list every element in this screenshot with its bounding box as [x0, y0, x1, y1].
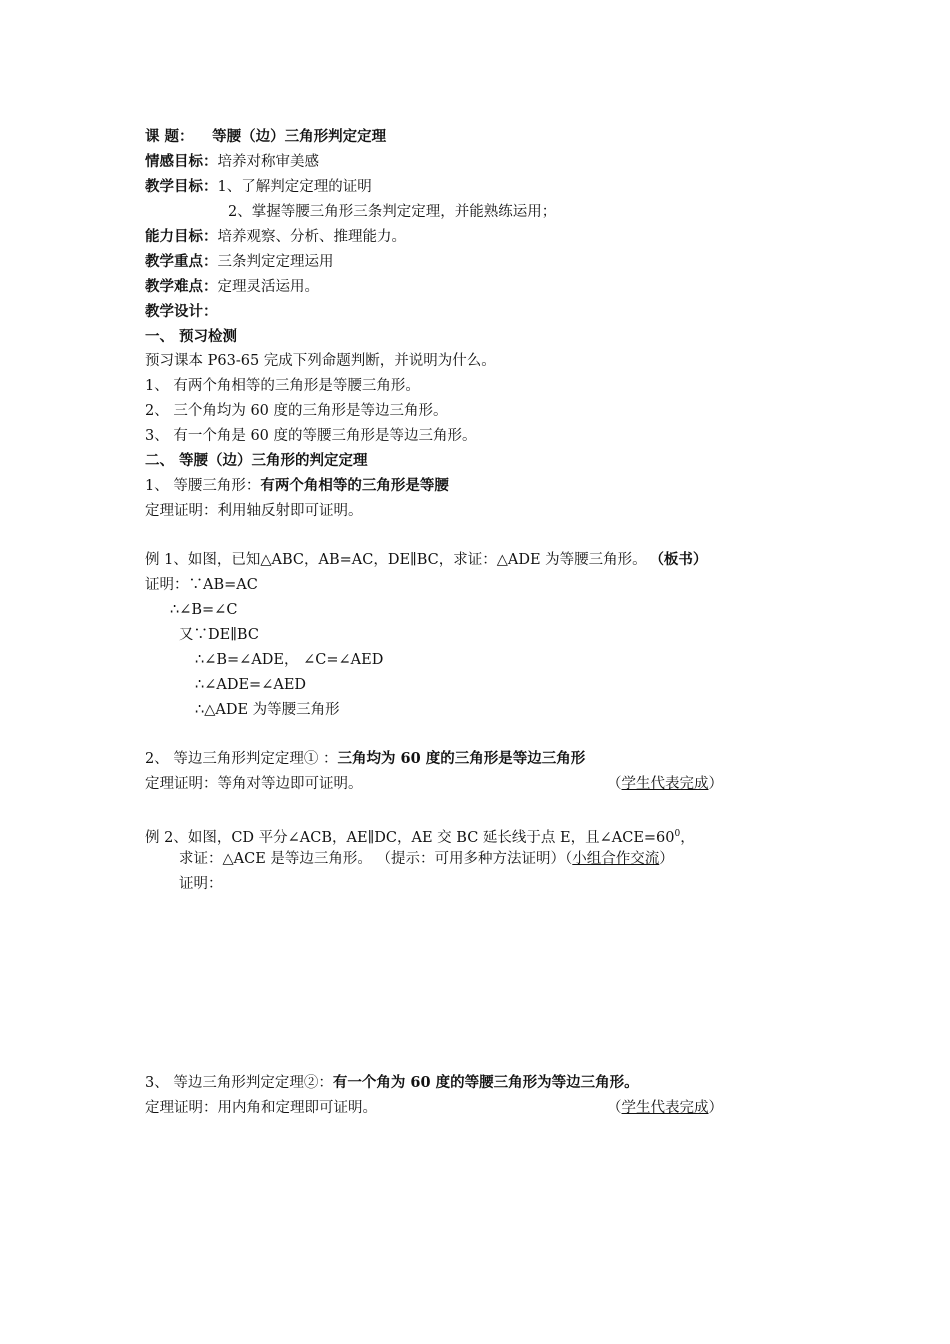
- theorem-2-proof: 定理证明：等角对等边即可证明。: [145, 776, 363, 792]
- degree-superscript: 0: [674, 829, 681, 839]
- teaching-goal-label: 教学目标：: [145, 178, 218, 195]
- emotion-goal-line: [145, 152, 319, 172]
- proof-step: 又∵DE∥BC: [179, 627, 259, 643]
- section-1-intro: 预习课本 P63-65 完成下列命题判断，并说明为什么。: [145, 353, 496, 369]
- theorem-3-prefix: 3、 等边三角形判定定理②：: [145, 1075, 333, 1091]
- teaching-goal-item-2: 2、掌握等腰三角形三条判定定理，并能熟练运用；: [228, 204, 557, 220]
- ability-goal-text: 培养观察、分析、推理能力。: [217, 229, 406, 245]
- theorem-1-line: [145, 476, 449, 496]
- student-rep-tag: 学生代表完成: [621, 1100, 709, 1116]
- theorem-3-line: [145, 1073, 639, 1093]
- tag-paren-open: （: [607, 776, 622, 792]
- emotion-goal-label: 情感目标：: [145, 153, 218, 170]
- emotion-goal-text: 培养对称审美感: [217, 154, 319, 170]
- tag-paren-close: ）: [659, 851, 674, 867]
- difficulty-text: 定理灵活运用。: [217, 279, 319, 295]
- example-2-goal: 求证：△ACE 是等边三角形。 （提示：可用多种方法证明）（: [179, 851, 573, 867]
- tag-paren-open: （: [607, 1100, 622, 1116]
- theorem-2-tag: [607, 774, 723, 794]
- theorem-3-proof: 定理证明：用内角和定理即可证明。: [145, 1100, 377, 1116]
- example-1-line: [145, 550, 707, 570]
- theorem-1-prefix: 1、 等腰三角形：: [145, 478, 261, 494]
- key-point-line: [145, 252, 334, 272]
- example-1-text: 例 1、如图，已知△ABC，AB=AC，DE∥BC，求证：△ADE 为等腰三角形。: [145, 552, 647, 568]
- example-2-text: 例 2、如图，CD 平分∠ACB，AE∥DC，AE 交 BC 延长线于点 E，且∠ACE=60: [145, 829, 675, 846]
- proof-step: ∴∠B=∠ADE， ∠C=∠AED: [195, 652, 384, 668]
- proof-step: ∴∠B=∠C: [170, 602, 238, 618]
- ability-goal-line: [145, 227, 406, 247]
- theorem-3-statement: 有一个角为 60 度的等腰三角形为等边三角形。: [332, 1074, 639, 1091]
- teaching-goal-line: [145, 177, 372, 197]
- proof-step: 证明：∵AB=AC: [145, 577, 258, 593]
- theorem-1-proof: 定理证明：利用轴反射即可证明。: [145, 503, 363, 519]
- key-point-label: 教学重点：: [145, 253, 218, 270]
- title-label: 课 题：: [145, 128, 194, 145]
- theorem-3-tag: [607, 1098, 723, 1118]
- tag-paren-close: ）: [708, 1100, 723, 1116]
- lesson-title: 等腰（边）三角形判定定理: [212, 128, 387, 145]
- proof-step: ∴∠ADE=∠AED: [195, 677, 307, 693]
- proof-step: ∴△ADE 为等腰三角形: [195, 702, 340, 718]
- list-item: 1、 有两个角相等的三角形是等腰三角形。: [145, 378, 420, 394]
- example-2-proof-label: 证明：: [179, 876, 223, 892]
- example-2-line: [145, 824, 695, 848]
- teaching-goal-item-1: 1、了解判定定理的证明: [217, 179, 372, 195]
- difficulty-label: 教学难点：: [145, 278, 218, 295]
- list-item: 3、 有一个角是 60 度的等腰三角形是等边三角形。: [145, 428, 477, 444]
- key-point-text: 三条判定定理运用: [217, 254, 334, 270]
- student-rep-tag: 学生代表完成: [621, 776, 709, 792]
- theorem-1-statement: 有两个角相等的三角形是等腰: [260, 477, 449, 494]
- difficulty-line: [145, 277, 319, 297]
- tag-paren-close: ）: [708, 776, 723, 792]
- ability-goal-label: 能力目标：: [145, 228, 218, 245]
- theorem-2-line: [145, 749, 585, 769]
- example-1-tag: （板书）: [656, 551, 708, 568]
- title-line: [145, 127, 386, 147]
- design-label: 教学设计：: [145, 303, 218, 320]
- section-2-heading: 二、 等腰（边）三角形的判定定理: [145, 452, 368, 469]
- list-item: 2、 三个角均为 60 度的三角形是等边三角形。: [145, 403, 448, 419]
- section-1-heading: 一、 预习检测: [145, 328, 238, 345]
- theorem-2-prefix: 2、 等边三角形判定定理① ：: [145, 751, 338, 767]
- group-work-tag: 小组合作交流: [572, 851, 660, 867]
- example-2-goal-line: [179, 849, 674, 869]
- theorem-2-statement: 三角均为 60 度的三角形是等边三角形: [337, 750, 586, 767]
- example-2-end: ，: [680, 829, 695, 846]
